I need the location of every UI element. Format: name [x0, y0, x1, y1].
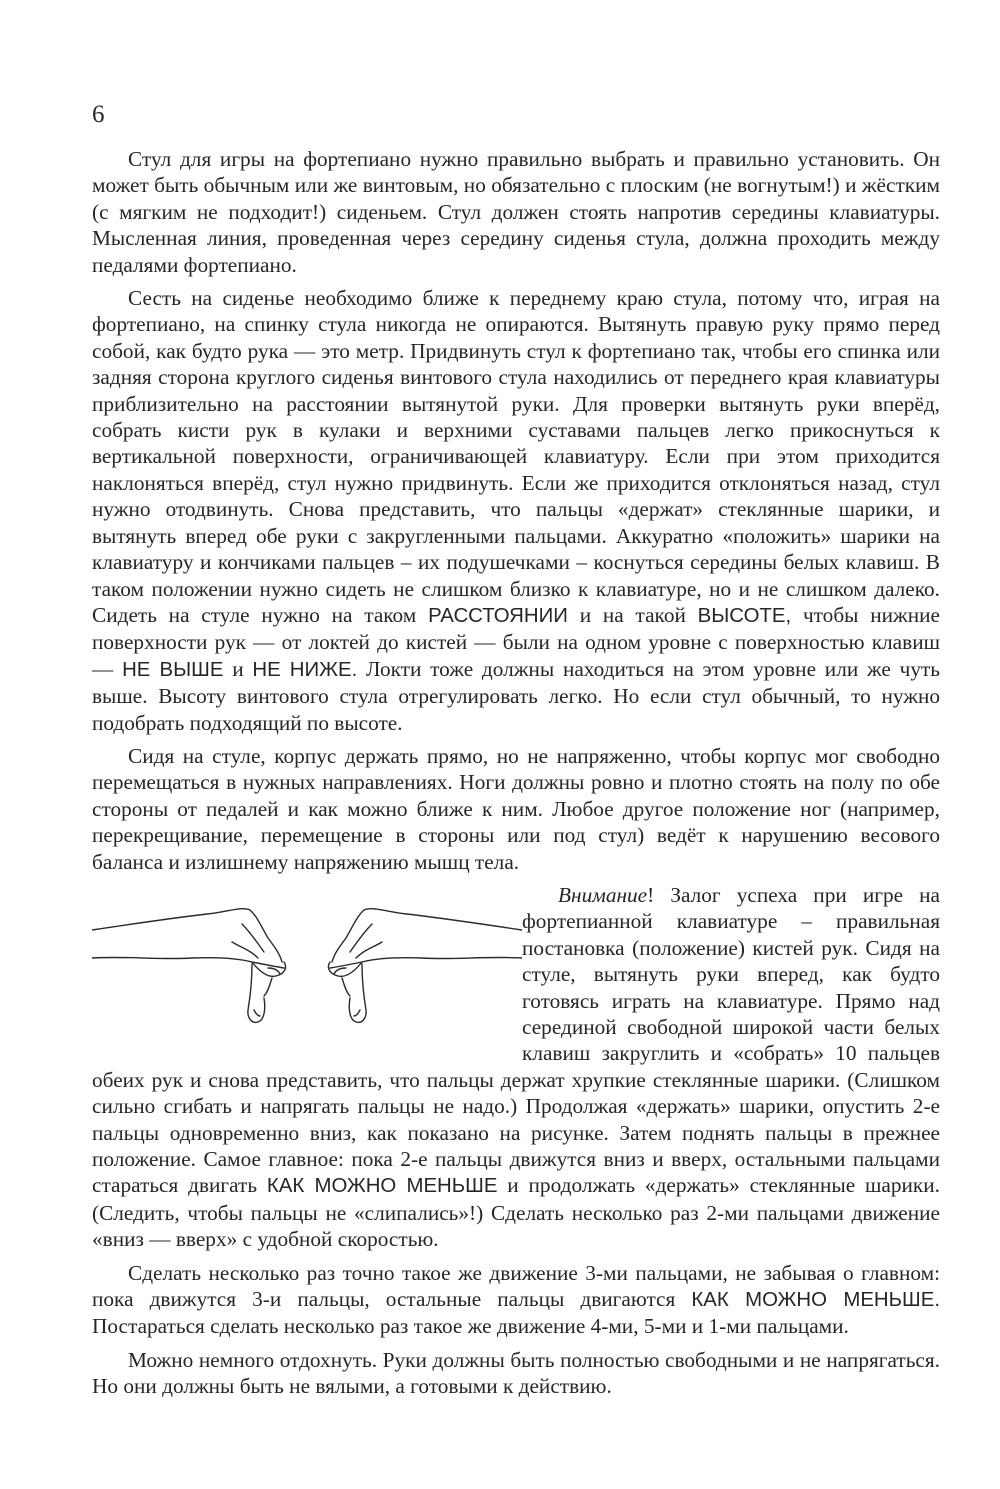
text-run: Сесть на сиденье необходимо ближе к переднему краю стула, потому что, играя на фортепиано, на спинку стула никогда не опираются. Вытянуть правую руку прямо перед собой, как будто рука — это метр. Придвинуть стул к фортепиано так, чтобы его спинка или задняя сторона круглого сиденья винтового стула находились от переднего края клавиатуры приблизительно на расстоянии вытянутой руки. Для проверки вытянуть руки вперёд, собрать кисти рук в кулаки и верхними суставами пальцев легко прикоснуться к вертикальной поверхности, ограничивающей клавиатуру. Если при этом приходится наклоняться вперёд, стул нужно придвинуть. Если же приходится отклоняться назад, стул нужно отодвинуть. Снова представить, что пальцы «держат» стеклянные шарики, и вытянуть вперед обе руки с закругленными пальцами. Аккуратно «положить» шарики на клавиатуру и кончиками пальцев – их подушечками – коснуться середины белых клавиш.: [92, 286, 940, 575]
page-number: 6: [92, 101, 105, 128]
text-run: чтобы нижние поверхности рук — от локтей до кистей — были на одном уровне с поверхностью клавиш —: [92, 602, 940, 681]
emphasis-as-little-2: КАК МОЖНО МЕНЬШЕ.: [691, 1289, 940, 1312]
emphasis-height: ВЫСОТЕ,: [697, 604, 792, 627]
text-run: и на такой: [579, 602, 686, 627]
text-run: Постараться сделать несколько раз такое же движение 4-ми, 5-ми и 1-ми пальцами.: [92, 1314, 849, 1339]
hands-figure: [92, 902, 522, 1052]
attention-label: Внимание: [558, 882, 648, 907]
text-run: ! Залог успеха при игре на фортепианной клавиатуре – правильная постановка (положение) кистей рук. Сидя на стуле, вытянуть руки вперед, как будто готовясь играть на клавиатуре. Прямо над серединой свободной широкой части белых клавиш закруглить и «собрать» 10 пальцев обеих рук и снова представить, что пальцы держат хрупкие стеклянные шарики. (Слишком сильно сгибать и напрягать пальцы не надо.) Продолжая «держать» шарики, опустить 2-е пальцы одновременно вниз, как показано на рисунке. Затем поднять пальцы в прежнее положение. Самое главное: пока 2-е пальцы движутся вниз и вверх, остальными пальцами стараться двигать: [92, 882, 940, 1198]
hands-illustration-icon: [92, 902, 522, 1032]
emphasis-not-lower: НЕ НИЖЕ.: [252, 658, 358, 681]
emphasis-distance: РАССТОЯНИИ: [428, 604, 568, 627]
body-text: [92, 146, 940, 1407]
text-run: В таком положении нужно сидеть не слишком близко к клавиатуре, но и не слишком далеко. Сидеть на стуле нужно на таком: [92, 550, 940, 627]
emphasis-not-higher: НЕ ВЫШЕ: [122, 658, 224, 681]
text-run: Сделать несколько раз точно такое же движение 3-ми пальцами, не забывая о главном: пока движутся 3-и пальцы, остальные пальцы двигаются: [92, 1260, 940, 1312]
paragraph-chair-selection: Стул для игры на фортепиано нужно правильно выбрать и правильно установить. Он может быть обычным или же винтовым, но обязательно с плоским (не вогнутым!) и жёстким (с мягким не подходит!) сиденьем. Стул должен стоять напротив середины клавиатуры. Мысленная линия, проведенная через середину сиденья стула, должна проходить между педалями фортепиано.: [92, 147, 940, 277]
paragraph-seating-distance: [92, 285, 940, 736]
emphasis-as-little: КАК МОЖНО МЕНЬШЕ: [266, 1175, 498, 1198]
text-run: Локти тоже должны находиться на этом уровне или же чуть выше. Высоту винтового стула отрегулировать легко. Но если стул обычный, то нужно подобрать подходящий по высоте.: [92, 656, 941, 735]
text-run: и: [232, 656, 244, 681]
paragraph-third-fingers: [92, 1260, 940, 1340]
text-run: и продолжать «держать» стеклянные шарики. (Следить, чтобы пальцы не «слипались»!) Сделать несколько раз 2-ми пальцами движение «вниз — вверх» с удобной скоростью.: [92, 1173, 940, 1252]
paragraph-posture: Сидя на стуле, корпус держать прямо, но не напряженно, чтобы корпус мог свободно перемещаться в нужных направлениях. Ноги должны ровно и плотно стоять на полу по обе стороны от педалей и как можно ближе к ним. Любое другое положение ног (например, перекрещивание, перемещение в стороны или под стул) ведёт к нарушению весового баланса и излишнему напряжению мышц тела.: [92, 743, 940, 874]
paragraph-rest: Можно немного отдохнуть. Руки должны быть полностью свободными и не напрягаться. Но они должны быть не вялыми, а готовыми к действию.: [92, 1347, 940, 1399]
